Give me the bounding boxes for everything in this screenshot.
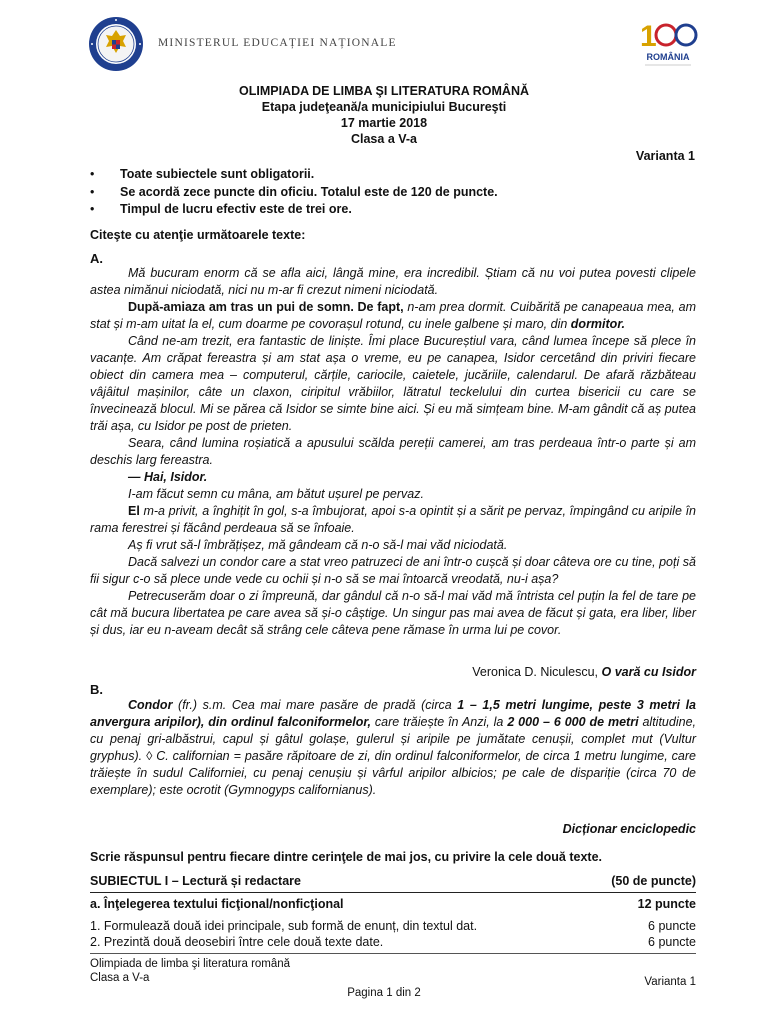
subject-title: SUBIECTUL I – Lectură și redactare bbox=[90, 874, 301, 888]
romanian-government-crest-icon bbox=[88, 16, 144, 72]
paragraph: — Hai, Isidor. bbox=[128, 470, 208, 484]
requirement-number: 1. bbox=[90, 919, 101, 933]
requirement-item bbox=[90, 919, 696, 933]
work-title: O vară cu Isidor bbox=[601, 665, 696, 679]
footer-grade: Clasa a V-a bbox=[90, 972, 150, 984]
paragraph: Aș fi vrut să-l îmbrățișez, mă gândeam că n-o să-l mai văd niciodată. bbox=[128, 538, 508, 552]
paragraph: El m-a privit, a înghițit în gol, s-a îmbujorat, apoi s-a opintit și a sărit pe pervaz, împingând cu aripile în rama ferestrei și făcând perdeaua să se înfoaie. bbox=[90, 504, 696, 535]
author-name: Veronica D. Niculescu, bbox=[472, 665, 599, 679]
svg-text:1: 1 bbox=[640, 20, 657, 53]
rule-item: • Toate subiectele sunt obligatorii. bbox=[90, 166, 710, 184]
exam-date: 17 martie 2018 bbox=[340, 116, 428, 130]
text-b-source: Dicționar enciclopedic bbox=[562, 822, 696, 836]
text-a-source bbox=[472, 665, 696, 679]
requirement-points: 6 puncte bbox=[648, 919, 696, 933]
requirement-text: Prezintă două deosebiri între cele două texte date. bbox=[103, 935, 384, 949]
rule-item: • Timpul de lucru efectiv este de trei ore. bbox=[90, 201, 710, 219]
requirement-text: Formulează două idei principale, sub formă de enunț, din textul dat. bbox=[103, 919, 478, 933]
paragraph: I-am făcut semn cu mâna, am bătut ușurel pe pervaz. bbox=[128, 487, 424, 501]
paragraph: Când ne-am trezit, era fantastic de liniște. Îmi place Bucureștiul vara, când lumea începe să plece în vacanțe. Am crăpat fereastra și am stat așa o vreme, eu pe canapea, Isidor cercetând din priviri fiecare obiect din camera mea – computerul, cărțile, cariocile, caietele, jucăriile, calendarul. De afară răzbăteau vâjâitul mașinilor, câte un claxon, ciripitul vrăbiilor, lătratul teckelului din curtea bisericii cu care se învecinează blocul. Mi se părea că Isidor se simte bine aici. Și eu mă simțeam bine. M-am gândit că aș putea trăi așa, cu Isidor pe post de prieten. bbox=[90, 334, 696, 433]
dictionary-entry: Condor (fr.) s.m. Cea mai mare pasăre de pradă (circa 1 – 1,5 metri lungime, peste 3 metri la anvergura aripilor), din ordinul falconiformelor, care trăiește în Anzi, la 2 000 – 6 000 de metri altitudine, cu penaj gri-albăstrui, capul și gâtul golașe, gulerul și aripile pe jumătate cenușii, complet mut (Vultur gryphus). ◊ C. californian = pasăre răpitoare de zi, din ordinul falconiformelor, de circa 1 metru lungime, care trăiește în sudul Californiei, cu penaj cenușiu și vârful aripilor albicios; pe cale de dispariție (circa 70 de exemplare); este ocrotit (Gymnogyps californianus). bbox=[90, 698, 696, 797]
requirement-points: 6 puncte bbox=[648, 935, 696, 949]
paragraph: Seara, când lumina roșiatică a apusului scălda pereții camerei, am tras perdeaua într-o parte și am deschis larg fereastra. bbox=[90, 436, 696, 467]
section-points: 12 puncte bbox=[637, 897, 696, 911]
task-instruction: Scrie răspunsul pentru fiecare dintre cerinţele de mai jos, cu privire la cele două texte. bbox=[90, 850, 602, 864]
paragraph: Petrecuserăm doar o zi împreună, dar gândul că n-o să-l mai văd mă întrista cel puțin la fel de tare pe cât mă bucura libertatea pe care avea să și-o câștige. Un singur pas mai avea de făcut și gata, era liber, liber și dus, iar eu n-aveam decât să strâng cele câteva pene rămase în urma lui pe covor. bbox=[90, 589, 696, 637]
text-b bbox=[90, 697, 696, 799]
exam-grade: Clasa a V-a bbox=[350, 132, 417, 146]
page-number: Pagina 1 din 2 bbox=[347, 987, 421, 999]
section-title: a. Înţelegerea textului ficţional/nonficţional bbox=[90, 897, 344, 911]
exam-stage: Etapa judeţeană/a municipiului Bucureşti bbox=[261, 100, 507, 114]
svg-text:ROMÂNIA: ROMÂNIA bbox=[646, 52, 690, 62]
variant-label: Varianta 1 bbox=[635, 149, 695, 163]
section-header bbox=[90, 897, 696, 911]
subject-header bbox=[90, 874, 696, 893]
text-a-label: A. bbox=[90, 251, 103, 266]
requirement-item bbox=[90, 935, 696, 949]
page-footer bbox=[90, 953, 696, 988]
exam-title: OLIMPIADA DE LIMBA ŞI LITERATURA ROMÂNĂ bbox=[238, 84, 530, 98]
footer-olympiad: Olimpiada de limba şi literatura română bbox=[90, 958, 291, 970]
paragraph: Dacă salvezi un condor care a stat vreo patruzeci de ani într-o cușcă și doar câteva ore cu tine, poți să fii sigur c-o să plece unde vede cu ochii și n-o să se mai întoarcă vreodată, nu-i așa? bbox=[90, 555, 696, 586]
paragraph: Mă bucuram enorm că se afla aici, lângă mine, era incredibil. Știam că nu voi putea povesti clipele astea nimănui niciodată, nici nu m-ar fi crezut nimeni niciodată. bbox=[90, 266, 696, 297]
romania-100-centenary-logo-icon bbox=[637, 16, 699, 70]
page-header bbox=[88, 12, 704, 72]
footer-variant: Varianta 1 bbox=[644, 976, 696, 988]
reading-instruction: Citeşte cu atenţie următoarele texte: bbox=[90, 228, 306, 242]
subject-points: (50 de puncte) bbox=[611, 874, 696, 888]
text-b-label: B. bbox=[90, 682, 103, 697]
paragraph: După-amiaza am tras un pui de somn. De fapt, n-am prea dormit. Cuibărită pe canapeaua mea, am stat și m-am uitat la el, cum doarme pe covorașul rotund, cu inele galbene și maro, din dormitor. bbox=[90, 300, 696, 331]
rules-list bbox=[90, 166, 710, 219]
text-a bbox=[90, 265, 696, 639]
requirement-number: 2. bbox=[90, 935, 101, 949]
exam-title-block bbox=[0, 83, 768, 147]
ministry-name: MINISTERUL EDUCAȚIEI NAȚIONALE bbox=[158, 37, 397, 49]
rule-item: • Se acordă zece puncte din oficiu. Totalul este de 120 de puncte. bbox=[90, 184, 710, 202]
